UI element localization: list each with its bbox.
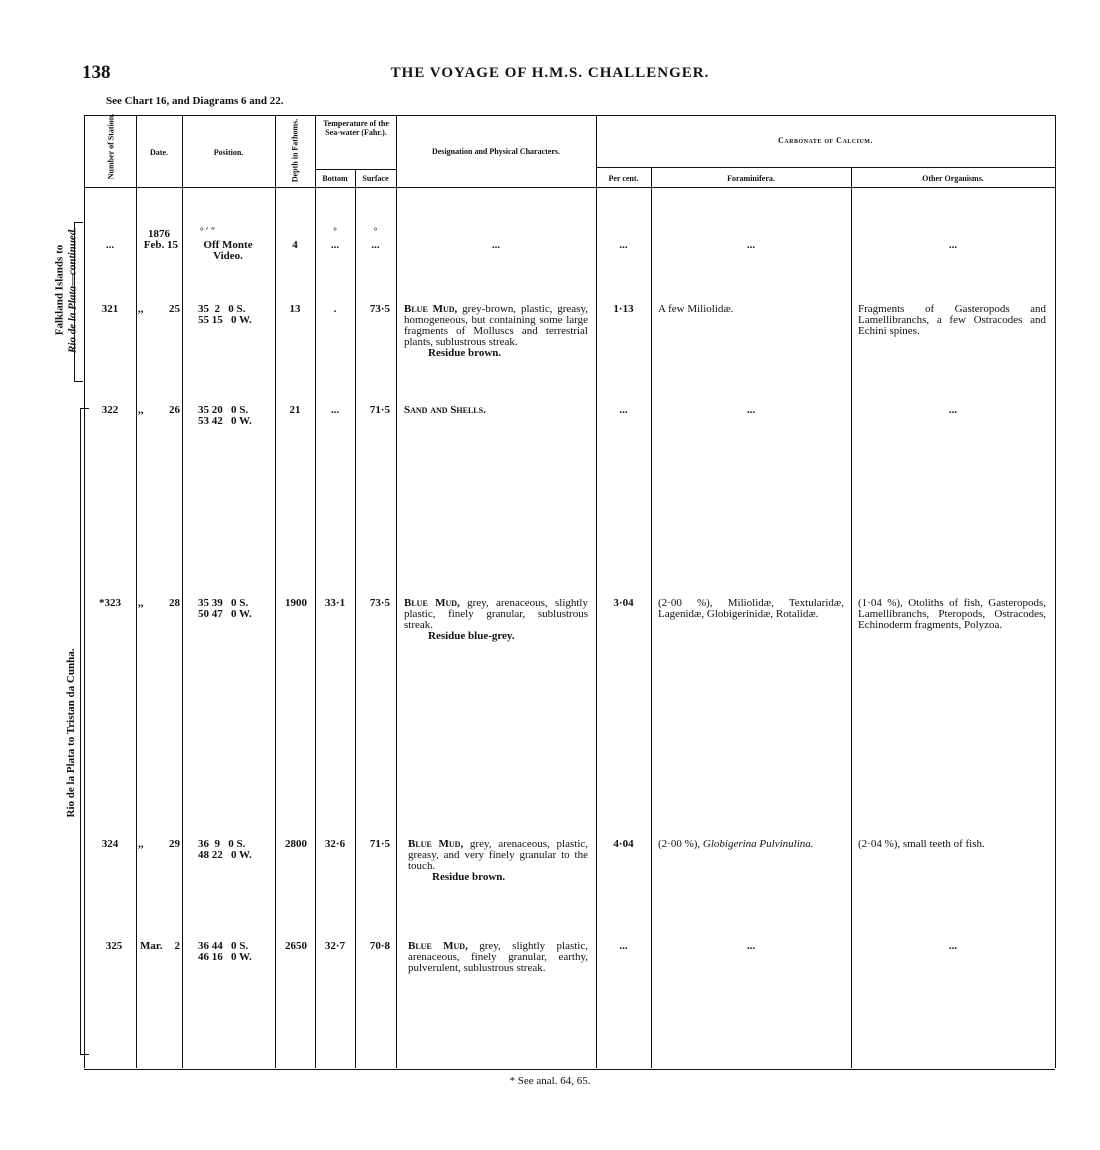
designation: ... bbox=[491, 239, 501, 251]
per-cent: 3·04 bbox=[613, 597, 634, 609]
date: ,, 29 bbox=[138, 838, 180, 850]
date: Feb. 15 bbox=[143, 239, 178, 251]
region-label-tristan: Rio de la Plata to Tristan da Cunha. bbox=[65, 648, 77, 818]
header-surface: Surface bbox=[362, 174, 389, 183]
date: Mar. 2 bbox=[140, 940, 180, 952]
surface-temp: 71·5 bbox=[369, 838, 390, 850]
header-per-cent: Per cent. bbox=[608, 174, 639, 183]
table-rule bbox=[136, 115, 137, 1068]
header-position: Position. bbox=[213, 148, 244, 157]
surface-temp: 73·5 bbox=[369, 303, 390, 315]
bottom-temp: 32·7 bbox=[324, 940, 346, 952]
table-rule bbox=[651, 167, 652, 1068]
foraminifera: ... bbox=[746, 404, 756, 416]
page-number: 138 bbox=[82, 62, 111, 83]
foraminifera: (2·00 %), Globigerina Pulvinulina. bbox=[658, 838, 814, 850]
position: 36 44 0 S. 46 16 0 W. bbox=[198, 940, 252, 963]
table-rule bbox=[851, 167, 852, 1068]
bottom-temp: 32·6 bbox=[324, 838, 346, 850]
per-cent: ... bbox=[619, 404, 628, 416]
designation: Blue Mud, grey-brown, plastic, greasy, homogeneous, but containing some large fragments of Molluscs and terrestrial plants, sublustrous streak. Residue brown. bbox=[404, 303, 588, 359]
bottom-temp: ... bbox=[330, 404, 340, 416]
designation: Blue Mud, grey, arenaceous, plastic, greasy, and very finely granular to the touch. Residue brown. bbox=[408, 838, 589, 883]
position: 35 20 0 S. 53 42 0 W. bbox=[198, 404, 252, 427]
station-number: ... bbox=[105, 239, 115, 251]
per-cent: 1·13 bbox=[613, 303, 634, 315]
depth: 1900 bbox=[285, 597, 307, 609]
depth: 2650 bbox=[285, 940, 307, 952]
date: ,, 26 bbox=[138, 404, 180, 416]
bottom-temp: . bbox=[333, 303, 337, 315]
foraminifera: (2·00 %), Miliolidæ, Textularidæ, Lagenidæ, Globigerinidæ, Rotalidæ. bbox=[658, 597, 844, 620]
depth: 13 bbox=[289, 303, 301, 315]
header-date: Date. bbox=[150, 148, 168, 157]
table-rule bbox=[1055, 115, 1056, 1068]
header-rule bbox=[596, 167, 1055, 168]
foraminifera: A few Miliolidæ. bbox=[658, 303, 734, 315]
running-title: THE VOYAGE OF H.M.S. CHALLENGER. bbox=[390, 65, 710, 81]
other-organisms: Fragments of Gasteropods and Lamellibranchs, a few Ostracodes and Echini spines. bbox=[858, 303, 1046, 337]
date: ,, 28 bbox=[138, 597, 180, 609]
header-temperature: Temperature of the Sea-water (Fahr.). bbox=[323, 119, 389, 137]
depth: 4 bbox=[292, 239, 298, 251]
table-rule bbox=[275, 115, 276, 1068]
station-number: 324 bbox=[101, 838, 119, 850]
position: Off Monte Video. bbox=[203, 239, 253, 262]
header-bottom: Bottom bbox=[322, 174, 348, 183]
bottom-temp: 33·1 bbox=[324, 597, 346, 609]
per-cent: ... bbox=[619, 940, 628, 952]
other-organisms: ... bbox=[948, 940, 958, 952]
position: 35 39 0 S. 50 47 0 W. bbox=[198, 597, 252, 620]
designation: Blue Mud, grey, slightly plastic, arenaceous, finely granular, earthy, pulverulent, sublustrous streak. bbox=[408, 940, 588, 974]
surface-temp: ... bbox=[371, 239, 380, 251]
unit-degree: ° bbox=[373, 226, 378, 236]
chart-reference: See Chart 16, and Diagrams 6 and 22. bbox=[106, 95, 284, 107]
header-designation: Designation and Physical Characters. bbox=[432, 147, 560, 156]
region-brace bbox=[80, 408, 89, 1055]
table-rule bbox=[396, 115, 397, 1068]
year: 1876 bbox=[148, 228, 170, 240]
table-rule bbox=[182, 115, 183, 1068]
header-other-organisms: Other Organisms. bbox=[922, 174, 984, 183]
header-carbonate: Carbonate of Calcium. bbox=[778, 136, 873, 145]
position: 35 2 0 S. 55 15 0 W. bbox=[198, 303, 252, 326]
surface-temp: 71·5 bbox=[369, 404, 390, 416]
other-organisms: ... bbox=[948, 239, 958, 251]
designation: Sand and Shells. bbox=[404, 404, 486, 416]
position-units: ° ′ ″ bbox=[200, 226, 216, 236]
other-organisms: (2·04 %), small teeth of fish. bbox=[858, 838, 985, 850]
station-number: 322 bbox=[101, 404, 119, 416]
header-rule bbox=[315, 169, 396, 170]
other-organisms: (1·04 %), Otoliths of fish, Gasteropods, Lamellibranchs, Pteropods, Ostracodes, Echinoderm fragments, Polyzoa. bbox=[858, 597, 1046, 631]
table-rule bbox=[315, 115, 316, 1068]
table-rule bbox=[596, 115, 597, 1068]
per-cent: 4·04 bbox=[613, 838, 634, 850]
foraminifera: ... bbox=[746, 940, 756, 952]
depth: 21 bbox=[289, 404, 301, 416]
designation: Blue Mud, grey, arenaceous, slightly plastic, finely granular, sublustrous streak. Residue blue-grey. bbox=[404, 597, 588, 642]
station-number: 321 bbox=[101, 303, 119, 315]
header-depth: Depth in Fathoms. bbox=[290, 118, 300, 183]
depth: 2800 bbox=[285, 838, 307, 850]
bottom-temp: ... bbox=[330, 239, 340, 251]
date: ,, 25 bbox=[138, 303, 180, 315]
per-cent: ... bbox=[619, 239, 628, 251]
header-rule bbox=[84, 187, 1055, 188]
surface-temp: 70·8 bbox=[369, 940, 390, 952]
station-number: 325 bbox=[105, 940, 123, 952]
unit-degree: ° bbox=[333, 226, 337, 236]
position: 36 9 0 S. 48 22 0 W. bbox=[198, 838, 252, 861]
station-number: *323 bbox=[99, 597, 121, 609]
other-organisms: ... bbox=[948, 404, 958, 416]
foraminifera: ... bbox=[746, 239, 756, 251]
surface-temp: 73·5 bbox=[369, 597, 390, 609]
header-foraminifera: Foraminifera. bbox=[727, 174, 775, 183]
region-label-falkland: Falkland Islands to Rio de la Plata—continued. bbox=[53, 227, 79, 353]
footnote: * See anal. 64, 65. bbox=[509, 1075, 591, 1087]
header-station: Number of Station. bbox=[106, 113, 116, 180]
